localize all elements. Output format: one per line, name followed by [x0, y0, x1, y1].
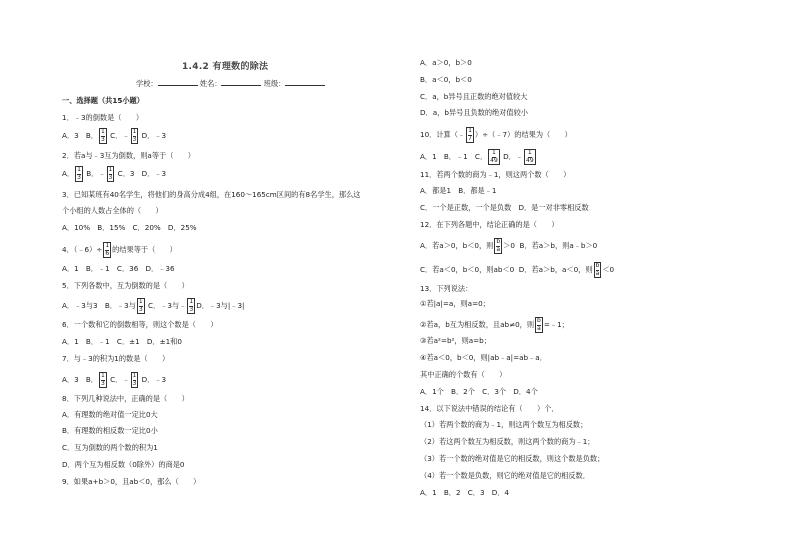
question-14-options: A．1 B．2 C．3 D．4 [420, 488, 510, 497]
class-blank[interactable] [285, 78, 325, 86]
question-13-statement-1: ①若|a|=a，则a=0； [420, 299, 490, 308]
question-9-option-a: A．a＞0，b＞0 [420, 58, 472, 67]
option-text: D．﹣3与|﹣3| [196, 301, 245, 310]
fraction [494, 238, 502, 254]
question-text: 10．计算（﹣ [420, 130, 466, 139]
denominator: 7 [468, 134, 472, 142]
question-8-option-d: D．两个互为相反数（0除外）的商是0 [62, 460, 185, 469]
numerator: 1 [132, 372, 137, 379]
numerator: 1 [138, 298, 143, 305]
question-7: 7．与﹣3的积为1的数是（ ） [62, 354, 170, 363]
denominator: a [496, 245, 501, 253]
denominator: 6 [105, 249, 110, 257]
question-1: 1．﹣3的倒数是（ ） [62, 113, 144, 122]
denominator: 3 [138, 305, 143, 313]
statement-text: =﹣1； [543, 320, 569, 329]
fraction [137, 298, 145, 314]
question-8-option-a: A．有理数的绝对值一定比0大 [62, 410, 158, 419]
denominator: a [537, 324, 541, 332]
question-8-option-c: C．互为倒数的两个数的积为1 [62, 443, 158, 452]
student-info-line [136, 78, 325, 88]
question-2: 2．若a与﹣3互为倒数，则a等于（ ） [62, 151, 195, 160]
class-label: 班级： [263, 79, 286, 88]
numerator: b [595, 262, 600, 269]
question-8: 8．下列几种说法中，正确的是（ ） [62, 394, 189, 403]
option-text: A．1 B．﹣1 C． [420, 152, 488, 161]
statement-text: ②若a，b互为相反数，且ab≠0，则 [420, 320, 535, 329]
school-label: 学校： [136, 79, 158, 88]
numerator: 1 [108, 166, 113, 173]
question-3-options: A．10% B．15% C．20% D．25% [62, 223, 197, 232]
option-text: D．若a＞b，a＜0，则 [518, 265, 593, 274]
denominator: 3 [132, 135, 137, 143]
option-text: C．若a＜0，b＜0，则ab＜0 [420, 265, 515, 274]
page-title: 1.4.2 有理数的除法 [182, 62, 269, 72]
question-5: 5．下列各数中，互为倒数的是（ ） [62, 281, 189, 290]
numerator: 1 [77, 166, 81, 173]
option-text: ＜0 [602, 265, 615, 274]
numerator: b [537, 317, 541, 324]
numerator: 1 [527, 149, 532, 156]
option-text: B．﹣ [86, 169, 106, 178]
question-9-option-d: D．a，b异号且负数的绝对值较小 [420, 108, 528, 117]
option-text: ＞0 [503, 241, 515, 250]
option-text: C．﹣ [110, 131, 130, 140]
fraction [75, 166, 83, 182]
denominator: 3 [108, 173, 113, 181]
question-text: 的结果等于（ ） [112, 245, 177, 254]
option-text: A． [62, 169, 75, 178]
numerator: 1 [132, 128, 137, 135]
question-13: 13．下列说法： [420, 284, 473, 293]
fraction [488, 149, 500, 165]
option-text: C．﹣ [110, 375, 130, 384]
question-14-statement-4: （4）若一个数是负数，则它的绝对值是它的相反数． [420, 471, 590, 480]
option-text: A．3 B． [62, 375, 98, 384]
name-blank[interactable] [221, 78, 261, 86]
question-10 [420, 127, 572, 143]
question-10-options [420, 149, 537, 165]
question-1-options [62, 128, 166, 144]
numerator: 1 [100, 128, 105, 135]
question-13-statement-2 [420, 317, 569, 333]
question-3-line-2: 个小组的人数占全体的（ ） [62, 206, 163, 215]
question-9-option-b: B．a＜0，b＜0 [420, 75, 472, 84]
question-11: 11．若两个数的商为﹣1，则这两个数（ ） [420, 170, 571, 179]
question-14: 14．以下说法中错误的结论有（ ）个． [420, 404, 559, 413]
fraction [107, 166, 115, 182]
name-label: 姓名： [199, 79, 222, 88]
question-12-options-ab [420, 238, 597, 254]
option-text: D．﹣3 [141, 131, 167, 140]
question-5-options [62, 298, 244, 314]
fraction [594, 262, 602, 278]
question-13-ask: 其中正确的个数有（ ） [420, 370, 507, 379]
fraction [131, 372, 139, 388]
question-6: 6．一个数和它的倒数相等，则这个数是（ ） [62, 320, 218, 329]
numerator: b [496, 238, 501, 245]
fraction [131, 128, 139, 144]
fraction [524, 149, 536, 165]
question-4 [62, 242, 177, 258]
question-text: ）÷（﹣7）的结果为（ ） [474, 130, 572, 139]
denominator: 3 [100, 135, 105, 143]
denominator: 3 [77, 173, 81, 181]
option-text: A．若a＞0，b＜0，则 [420, 241, 494, 250]
question-13-statement-4: ④若a＜0，b＜0，则|ab﹣a|=ab﹣a． [420, 353, 547, 362]
question-3-line-1: 3．已知某班有40名学生，将他们的身高分成4组，在160～165cm区间的有8名学生，那么这 [62, 190, 361, 199]
question-13-options: A．1个 B．2个 C．3个 D．4个 [420, 387, 538, 396]
numerator: 1 [105, 242, 110, 249]
question-11-options-ab: A．都是1 B．都是﹣1 [420, 186, 497, 195]
school-blank[interactable] [158, 78, 198, 86]
question-14-statement-1: （1）若两个数的商为﹣1，则这两个数互为相反数； [420, 420, 588, 429]
question-4-options: A．1 B．﹣1 C．36 D．﹣36 [62, 264, 175, 273]
denominator: a [595, 269, 600, 277]
question-12: 12．在下列各题中，结论正确的是（ ） [420, 220, 559, 229]
option-text: C．﹣3与﹣ [148, 301, 187, 310]
option-text: D．﹣3 [141, 375, 167, 384]
option-text: A．3 B． [62, 131, 98, 140]
numerator: 1 [100, 372, 105, 379]
question-6-options: A．1 B．﹣1 C．±1 D．±1和0 [62, 337, 182, 346]
question-14-statement-3: （3）若一个数的绝对值是它的相反数，则这个数是负数； [420, 454, 605, 463]
fraction [99, 128, 107, 144]
question-14-statement-2: （2）若这两个数互为相反数，则这两个数的商为﹣1； [420, 437, 595, 446]
numerator: 1 [492, 149, 496, 156]
question-2-options [62, 166, 166, 182]
question-9: 9．如果a+b＞0，且ab＜0，那么（ ） [62, 477, 201, 486]
numerator: 1 [468, 127, 472, 134]
numerator: 1 [189, 298, 194, 305]
question-9-option-c: C．a，b异号且正数的绝对值较大 [420, 92, 528, 101]
fraction [103, 242, 111, 258]
denominator: 49 [490, 156, 498, 164]
fraction [99, 372, 107, 388]
denominator: 3 [189, 305, 194, 313]
option-text: B．若a＞b，则a﹣b＞0 [519, 241, 598, 250]
fraction [535, 317, 543, 333]
fraction [466, 127, 474, 143]
option-text: C．3 D．﹣3 [117, 169, 167, 178]
denominator: 3 [132, 379, 137, 387]
denominator: 3 [100, 379, 105, 387]
section-heading: 一、选择题（共15小题） [62, 96, 144, 105]
option-text: A．﹣3与3 B．﹣3与 [62, 301, 136, 310]
question-text: 4．（﹣6）÷ [62, 245, 103, 254]
question-13-statement-3: ③若a²=b²，则a=b； [420, 336, 491, 345]
fraction [187, 298, 195, 314]
denominator: 49 [526, 156, 534, 164]
question-8-option-b: B．有理数的相反数一定比0小 [62, 426, 158, 435]
option-text: D．﹣ [503, 152, 523, 161]
question-11-options-cd: C．一个是正数，一个是负数 D．是一对非零相反数 [420, 203, 589, 212]
question-12-options-cd [420, 262, 614, 278]
question-7-options [62, 372, 166, 388]
